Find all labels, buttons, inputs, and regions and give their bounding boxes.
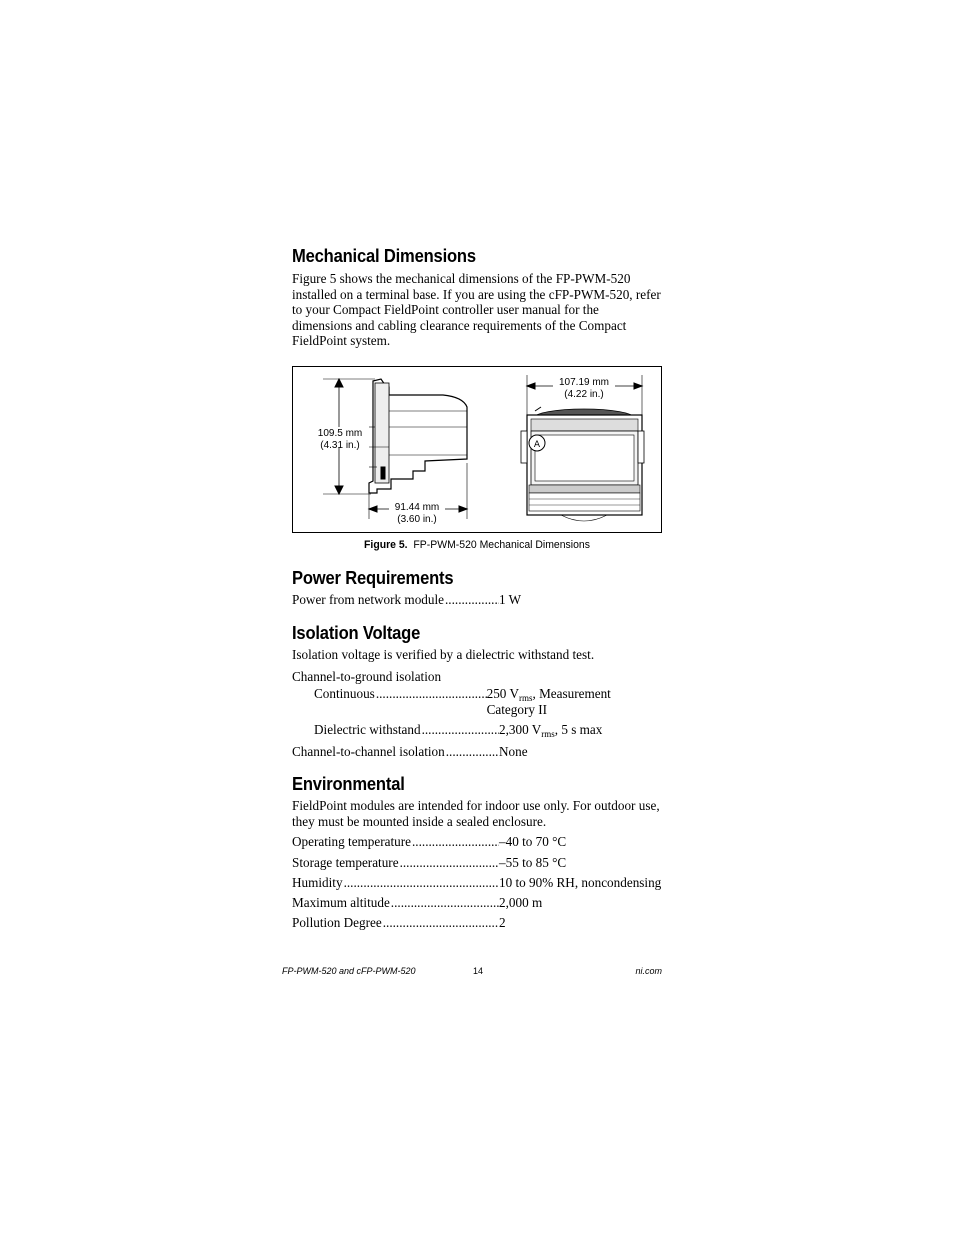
spec-label: Storage temperature <box>292 855 399 871</box>
isolation-group-label: Channel-to-ground isolation <box>292 668 442 684</box>
spec-value: 2,300 $V_{rms}$, 5 s max <box>499 722 603 740</box>
figure-caption <box>301 539 653 551</box>
footer-website: ni.com <box>635 966 662 976</box>
spec-value: 2,000 m <box>499 895 543 911</box>
figure-caption-text: FP-PWM-520 Mechanical Dimensions <box>413 538 590 551</box>
spec-row-continuous <box>292 686 662 718</box>
spec-label: Operating temperature <box>292 834 411 850</box>
height-in-label: (4.31 in.) <box>320 439 360 451</box>
spec-value: –55 to 85 °C <box>499 855 567 871</box>
spec-row-altitude <box>292 895 662 911</box>
spec-label: Channel-to-channel isolation <box>292 744 445 760</box>
spec-label: Pollution Degree <box>292 915 382 931</box>
page-content <box>292 246 662 931</box>
depth-mm-label: 91.44 mm <box>394 501 440 513</box>
spec-value: 1 W <box>499 591 522 607</box>
spec-label: Maximum altitude <box>292 895 390 911</box>
width-mm-label: 107.19 mm <box>558 376 610 388</box>
leader-dots <box>391 895 499 911</box>
depth-in-label: (3.60 in.) <box>397 513 437 525</box>
leader-dots <box>445 592 499 608</box>
mechanical-body: Figure 5 shows the mechanical dimensions of the FP-PWM-520 installed on a terminal base. If you are using the cFP-PWM-520, refer to your Compact FieldPoint controller user manual for the dimensions and cabling clearance requirements of the Compact FieldPoint system. <box>292 271 661 349</box>
spec-row-power <box>292 592 662 608</box>
spec-row-operating-temp <box>292 834 662 850</box>
spec-row-storage-temp <box>292 855 662 871</box>
spec-value: 2 <box>499 915 506 931</box>
leader-dots <box>446 744 499 760</box>
footer-page-number: 14 <box>473 966 484 976</box>
spec-label: Humidity <box>292 875 343 891</box>
isolation-intro: Isolation voltage is verified by a dielectric withstand test. <box>292 646 595 662</box>
spec-value: 250 $V_{rms}$, Measurement Category II <box>486 686 611 718</box>
spec-value: 10 to 90% RH, noncondensing <box>499 875 662 891</box>
figure-mechanical-dimensions <box>292 366 662 533</box>
svg-text:A: A <box>533 439 541 450</box>
figure-caption-label: Figure 5. <box>364 538 408 551</box>
leader-dots <box>376 686 487 718</box>
spec-row-c2c <box>292 744 662 760</box>
spec-row-humidity <box>292 875 662 891</box>
leader-dots <box>344 875 499 891</box>
footer-product: FP-PWM-520 and cFP-PWM-520 <box>282 966 416 976</box>
section-heading-isolation: Isolation Voltage <box>292 622 421 643</box>
width-in-label: (4.22 in.) <box>564 388 604 400</box>
spec-value: None <box>499 744 528 760</box>
section-heading-mechanical: Mechanical Dimensions <box>292 246 476 266</box>
leader-dots <box>383 915 499 931</box>
mechanical-drawing <box>293 367 661 532</box>
leader-dots <box>422 722 499 738</box>
leader-dots <box>400 855 499 871</box>
section-heading-environmental: Environmental <box>292 774 405 795</box>
spec-value: –40 to 70 °C <box>499 834 567 850</box>
spec-row-pollution <box>292 915 662 931</box>
height-mm-label: 109.5 mm <box>317 427 363 439</box>
spec-row-dielectric <box>292 722 662 738</box>
spec-label: Power from network module <box>292 591 444 607</box>
leader-dots <box>412 834 499 850</box>
spec-label: Continuous <box>314 686 375 702</box>
section-heading-power: Power Requirements <box>292 567 454 588</box>
spec-label: Dielectric withstand <box>314 722 421 738</box>
environmental-intro: FieldPoint modules are intended for indoor use only. For outdoor use, they must be mounted inside a sealed enclosure. <box>292 798 660 829</box>
